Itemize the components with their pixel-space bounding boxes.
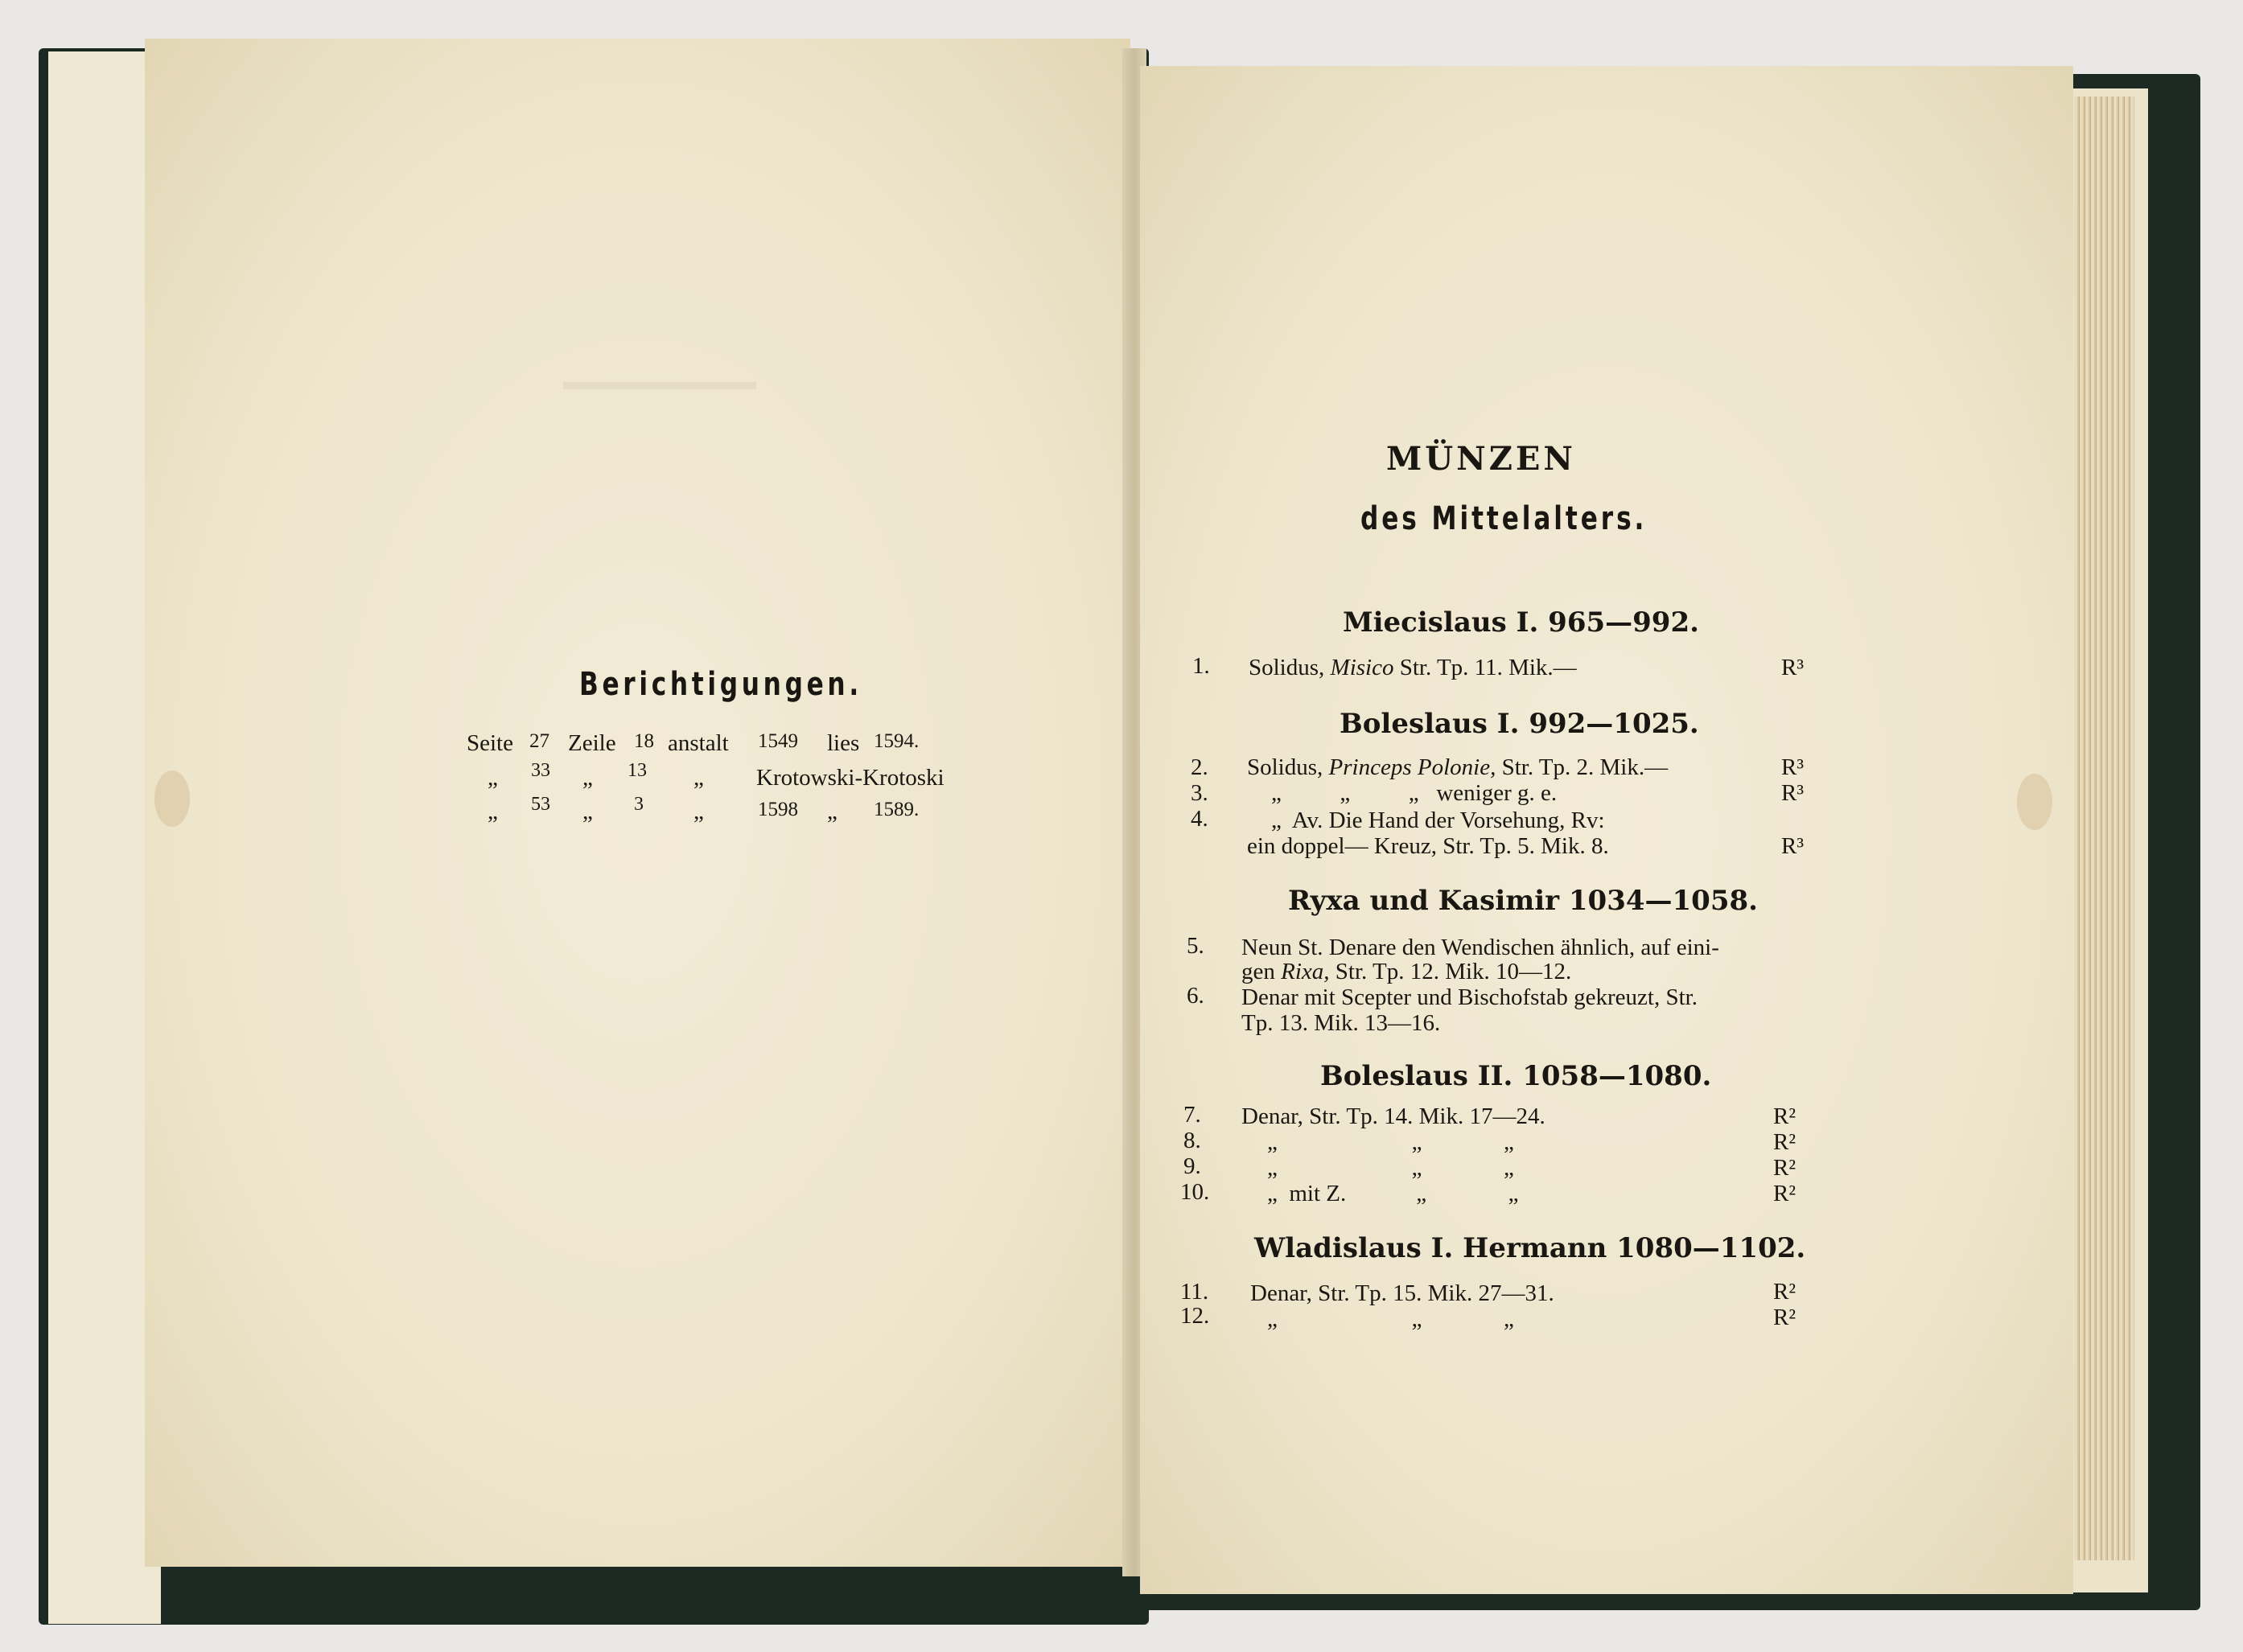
correction-text: Krotowski-Krotoski — [756, 765, 945, 791]
entry-rarity: R² — [1773, 1181, 1796, 1206]
entry-number: 6. — [1187, 983, 1204, 1009]
section-heading: Boleslaus I. 992—1025. — [1340, 708, 1699, 740]
entry-text-pre: Solidus, — [1249, 655, 1325, 680]
correction-page: 53 — [531, 794, 550, 815]
entry-number: 12. — [1180, 1303, 1210, 1329]
entry-text: „ „ „ — [1267, 1129, 1514, 1155]
right-page — [1140, 66, 2073, 1594]
correction-line-label: Zeile — [568, 730, 616, 756]
entry-text: Denar mit Scepter und Bischofstab gekreuzt, Str. — [1241, 984, 1698, 1010]
entry-number: 9. — [1183, 1153, 1201, 1179]
section-heading: Ryxa und Kasimir 1034—1058. — [1288, 885, 1758, 917]
entry-text: Denar, Str. Tp. 15. Mik. 27—31. — [1250, 1280, 1554, 1306]
page-title: MÜNZEN — [1386, 440, 1576, 478]
entry-rarity: R² — [1773, 1103, 1796, 1129]
entry-text-post: Str. Tp. 12. Mik. 10—12. — [1335, 959, 1572, 984]
page-subtitle: des Mittelalters. — [1360, 500, 1648, 537]
thumb-smudge — [2017, 774, 2052, 830]
entry-number: 8. — [1183, 1128, 1201, 1153]
entry-text: „ „ „ — [1267, 1155, 1514, 1181]
correction-lies: lies — [827, 730, 860, 756]
entry-text-pre: Solidus, — [1247, 754, 1323, 780]
entry-text — [1249, 655, 1577, 681]
correction-page: 33 — [531, 760, 550, 781]
correction-anstalt: „ — [693, 765, 704, 791]
correction-line: 13 — [628, 760, 647, 781]
show-through-text: ▬▬▬▬▬▬▬▬ — [563, 368, 756, 395]
entry-text — [1241, 959, 1571, 985]
correction-row — [467, 794, 1094, 831]
entry-rarity: R² — [1773, 1155, 1796, 1181]
entry-number: 4. — [1191, 806, 1208, 832]
correction-line-label: „ — [582, 799, 593, 824]
page-edges-left — [48, 51, 161, 1624]
entry-rarity: R³ — [1781, 655, 1805, 680]
entry-text-italic: Misico — [1330, 655, 1394, 680]
entry-text-italic: Rixa, — [1281, 959, 1330, 984]
entry-text: Neun St. Denare den Wendischen ähnlich, auf eini- — [1241, 935, 1719, 960]
entry-text: „ mit Z. „ „ — [1267, 1181, 1519, 1206]
correction-wrong: 1598 — [758, 799, 798, 820]
entry-number: 10. — [1180, 1179, 1210, 1205]
entry-text: „ „ „ weniger g. e. — [1271, 780, 1558, 806]
entry-text: Tp. 13. Mik. 13—16. — [1241, 1010, 1441, 1036]
entry-number: 1. — [1192, 653, 1210, 679]
correction-anstalt: „ — [693, 799, 704, 824]
section-heading: Miecislaus I. 965—992. — [1343, 606, 1699, 639]
section-heading: Boleslaus II. 1058—1080. — [1320, 1060, 1712, 1092]
section-heading: Wladislaus I. Hermann 1080—1102. — [1254, 1232, 1806, 1264]
entry-text-italic: Princeps Polonie, — [1328, 754, 1496, 780]
entry-text: „ Av. Die Hand der Vorsehung, Rv: — [1271, 808, 1605, 833]
entry-number: 11. — [1180, 1279, 1209, 1305]
correction-page: 27 — [529, 730, 549, 752]
correction-prefix: „ — [488, 765, 498, 791]
entry-text-post: Str. Tp. 11. Mik.— — [1399, 655, 1577, 680]
left-page — [145, 39, 1130, 1567]
correction-right: 1589. — [874, 799, 920, 820]
entry-text: „ „ „ — [1267, 1306, 1514, 1332]
correction-row — [467, 760, 1094, 797]
entry-number: 3. — [1191, 780, 1208, 806]
entry-number: 2. — [1191, 754, 1208, 780]
entry-number: 5. — [1187, 933, 1204, 959]
entry-rarity: R³ — [1781, 833, 1805, 859]
correction-prefix: Seite — [467, 730, 513, 756]
entry-rarity: R³ — [1781, 780, 1805, 806]
correction-row — [467, 730, 1094, 762]
entry-number: 7. — [1183, 1102, 1201, 1128]
correction-wrong: 1549 — [758, 730, 798, 752]
entry-text: ein doppel— Kreuz, Str. Tp. 5. Mik. 8. — [1247, 833, 1609, 859]
entry-text-post: Str. Tp. 2. Mik.— — [1501, 754, 1669, 780]
gilt-page-edge — [2074, 97, 2134, 1560]
entry-text: Denar, Str. Tp. 14. Mik. 17—24. — [1241, 1103, 1545, 1129]
correction-line-label: „ — [582, 765, 593, 791]
correction-prefix: „ — [488, 799, 498, 824]
correction-lies: „ — [827, 799, 838, 824]
correction-line: 18 — [634, 730, 654, 752]
correction-right: 1594. — [874, 730, 920, 752]
entry-rarity: R² — [1773, 1129, 1796, 1155]
correction-anstalt: anstalt — [668, 730, 729, 756]
corrections-heading: Berichtigungen. — [579, 666, 862, 703]
thumb-smudge — [154, 771, 190, 827]
entry-text-pre: gen — [1241, 959, 1275, 984]
entry-rarity: R³ — [1781, 754, 1805, 780]
entry-rarity: R² — [1773, 1279, 1796, 1305]
correction-line: 3 — [634, 794, 644, 815]
entry-text — [1247, 754, 1668, 781]
entry-rarity: R² — [1773, 1305, 1796, 1330]
